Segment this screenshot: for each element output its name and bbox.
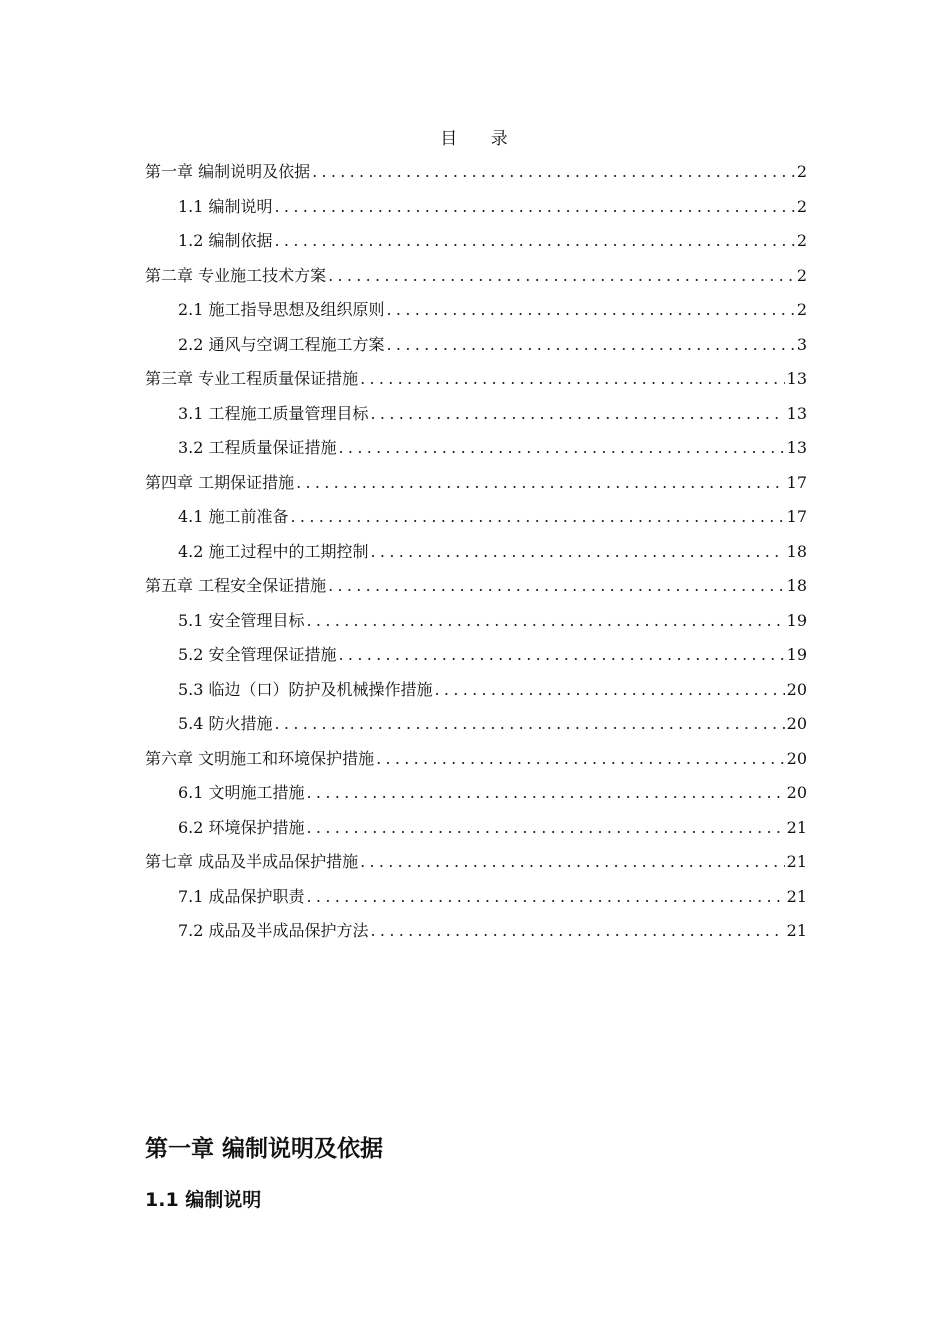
toc-page-number: 21 — [786, 886, 807, 906]
toc-chapter-entry[interactable] — [145, 155, 807, 190]
toc-entry-label: 第七章 成品及半成品保护措施 — [145, 852, 359, 871]
toc-page-number: 2 — [796, 265, 807, 285]
toc-dot-leader — [387, 293, 795, 328]
toc-chapter-entry[interactable] — [145, 742, 807, 777]
toc-page-number: 20 — [786, 679, 807, 699]
toc-chapter-entry[interactable] — [145, 569, 807, 604]
toc-entry-label: 2.1 施工指导思想及组织原则 — [178, 300, 385, 319]
toc-page-number: 2 — [796, 196, 807, 216]
toc-dot-leader — [371, 397, 785, 432]
toc-page-number: 18 — [786, 576, 807, 595]
toc-page-number: 19 — [786, 610, 807, 630]
toc-entry-label: 第五章 工程安全保证措施 — [145, 576, 327, 595]
toc-section-entry[interactable] — [145, 190, 807, 225]
toc-chapter-entry[interactable] — [145, 259, 807, 294]
toc-section-entry[interactable] — [145, 811, 807, 846]
toc-page-number: 20 — [786, 748, 807, 768]
toc-entry-label: 2.2 通风与空调工程施工方案 — [178, 334, 385, 354]
toc-dot-leader — [275, 224, 795, 259]
toc-chapter-entry[interactable] — [145, 362, 807, 397]
toc-entry-label: 第六章 文明施工和环境保护措施 — [145, 748, 375, 768]
toc-entry-label: 4.1 施工前准备 — [178, 507, 289, 526]
toc-entry-label: 3.2 工程质量保证措施 — [178, 438, 337, 457]
toc-section-entry[interactable] — [145, 776, 807, 811]
toc-dot-leader — [376, 742, 785, 777]
toc-page-number: 2 — [796, 300, 807, 319]
toc-page-number: 21 — [786, 921, 807, 940]
toc-dot-leader — [307, 604, 785, 639]
toc-entry-label: 5.3 临边（口）防护及机械操作措施 — [178, 679, 433, 699]
toc-page-number: 13 — [786, 403, 807, 423]
toc-entry-label: 第二章 专业施工技术方案 — [145, 265, 327, 285]
toc-section-entry[interactable] — [145, 535, 807, 570]
toc-dot-leader — [435, 673, 785, 708]
toc-entry-label: 3.1 工程施工质量管理目标 — [178, 403, 369, 423]
toc-section-entry[interactable] — [145, 880, 807, 915]
toc-entry-label: 第一章 编制说明及依据 — [145, 162, 311, 181]
toc-chapter-entry[interactable] — [145, 845, 807, 880]
toc-page-number: 13 — [786, 369, 807, 388]
toc-entry-label: 6.2 环境保护措施 — [178, 817, 305, 837]
toc-page-number: 17 — [786, 472, 807, 492]
toc-dot-leader — [328, 259, 795, 294]
toc-dot-leader — [307, 811, 785, 846]
section-heading: 1.1 编制说明 — [145, 1189, 262, 1211]
toc-dot-leader — [328, 569, 785, 604]
toc-dot-leader — [387, 328, 795, 363]
toc-dot-leader — [371, 914, 785, 949]
toc-entry-label: 5.4 防火措施 — [178, 714, 273, 733]
toc-dot-leader — [275, 190, 795, 225]
toc-page-number: 18 — [786, 541, 807, 561]
toc-section-entry[interactable] — [145, 707, 807, 742]
toc-dot-leader — [312, 155, 795, 190]
toc-page-number: 13 — [786, 438, 807, 457]
toc-section-entry[interactable] — [145, 224, 807, 259]
toc-entry-label: 1.2 编制依据 — [178, 231, 273, 250]
toc-chapter-entry[interactable] — [145, 466, 807, 501]
toc-section-entry[interactable] — [145, 604, 807, 639]
toc-page-number: 21 — [786, 817, 807, 837]
toc-page-number: 2 — [796, 162, 807, 181]
toc-entry-label: 5.2 安全管理保证措施 — [178, 645, 337, 664]
toc-dot-leader — [360, 362, 785, 397]
toc-entry-label: 第三章 专业工程质量保证措施 — [145, 369, 359, 388]
toc-section-entry[interactable] — [145, 638, 807, 673]
toc-page-number: 19 — [786, 645, 807, 664]
toc-page-number: 2 — [796, 231, 807, 250]
toc-dot-leader — [339, 431, 785, 466]
toc-dot-leader — [275, 707, 785, 742]
toc-title: 目 录 — [440, 129, 522, 149]
toc-entry-label: 7.2 成品及半成品保护方法 — [178, 921, 369, 940]
toc-entry-label: 5.1 安全管理目标 — [178, 610, 305, 630]
toc-entry-label: 6.1 文明施工措施 — [178, 783, 305, 802]
toc-dot-leader — [291, 500, 785, 535]
toc-section-entry[interactable] — [145, 328, 807, 363]
toc-page-number: 3 — [796, 334, 807, 354]
toc-entry-label: 4.2 施工过程中的工期控制 — [178, 541, 369, 561]
chapter-heading: 第一章 编制说明及依据 — [145, 1136, 384, 1162]
toc-page-number: 17 — [786, 507, 807, 526]
toc-section-entry[interactable] — [145, 500, 807, 535]
table-of-contents — [145, 155, 807, 949]
toc-page-number: 20 — [786, 783, 807, 802]
toc-dot-leader — [360, 845, 785, 880]
toc-dot-leader — [296, 466, 785, 501]
toc-dot-leader — [307, 880, 785, 915]
toc-section-entry[interactable] — [145, 397, 807, 432]
toc-section-entry[interactable] — [145, 914, 807, 949]
toc-section-entry[interactable] — [145, 673, 807, 708]
toc-dot-leader — [371, 535, 785, 570]
toc-page-number: 20 — [786, 714, 807, 733]
toc-page-number: 21 — [786, 852, 807, 871]
toc-entry-label: 1.1 编制说明 — [178, 196, 273, 216]
toc-section-entry[interactable] — [145, 431, 807, 466]
toc-dot-leader — [307, 776, 785, 811]
toc-entry-label: 7.1 成品保护职责 — [178, 886, 305, 906]
toc-entry-label: 第四章 工期保证措施 — [145, 472, 295, 492]
toc-section-entry[interactable] — [145, 293, 807, 328]
toc-dot-leader — [339, 638, 785, 673]
